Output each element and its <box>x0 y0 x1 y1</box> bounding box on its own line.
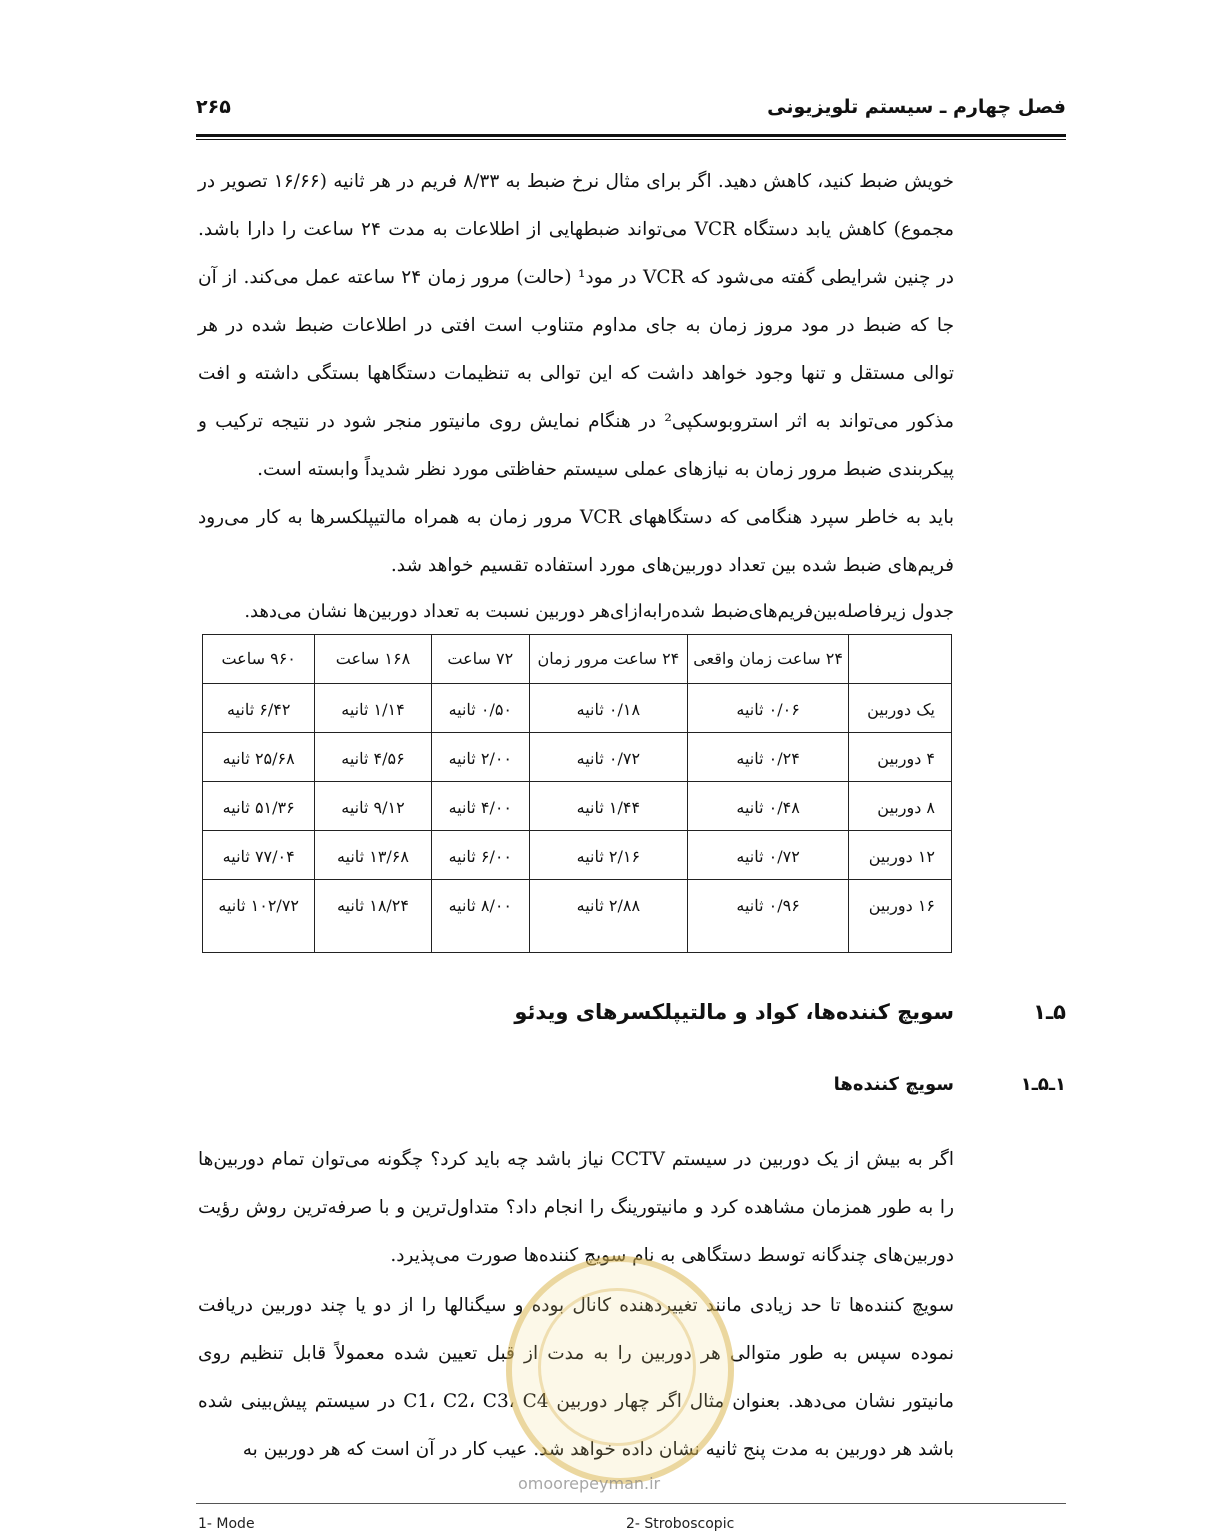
table-cell: ۵۱/۳۶ ثانیه <box>203 782 315 831</box>
table-cell: ۱۸/۲۴ ثانیه <box>315 880 431 953</box>
frame-interval-table <box>202 634 952 953</box>
table-row <box>203 733 952 782</box>
table-cell: ۲۵/۶۸ ثانیه <box>203 733 315 782</box>
table-cell: ۲/۰۰ ثانیه <box>431 733 529 782</box>
footnote-1: 1- Mode <box>198 1516 255 1532</box>
table-cell: ۲/۸۸ ثانیه <box>530 880 688 953</box>
table-cell: ۱۳/۶۸ ثانیه <box>315 831 431 880</box>
table-header-cell: ۲۴ ساعت زمان واقعی <box>687 635 849 684</box>
paragraph-timelapse: خویش ضبط کنید، کاهش دهید. اگر برای مثال نرخ ضبط به ۸/۳۳ فریم در هر ثانیه (۱۶/۶۶ تصویر در مجموع) کاهش یابد دستگاه VCR می‌تواند ضبطهایی از اطلاعات به مدت ۲۴ ساعت را دارا باشد. در چنین شرایطی گفته می‌شود که VCR در مود¹ (حالت) مرور زمان ۲۴ ساعته عمل می‌کند. از آن جا که ضبط در مود مروز زمان به جای مداوم متناوب است افتی در اطلاعات ضبط شده در هر توالی مستقل و تنها وجود خواهد داشت که این توالی به تنظیمات دستگاهها بستگی داشته و افت مذکور می‌تواند به اثر استروبوسکپی² در هنگام نمایش روی مانیتور منجر شود در نتیجه ترکیب و پیکربندی ضبط مرور زمان به نیازهای عملی سیستم حفاظتی مورد نظر شدیداً وابسته است. <box>198 171 955 480</box>
table-cell: ۱/۴۴ ثانیه <box>530 782 688 831</box>
table-row-header: ۸ دوربین <box>849 782 952 831</box>
footnote-rule <box>196 1503 1066 1504</box>
page-number: ۲۶۵ <box>196 96 231 118</box>
subsection-number: ۱ـ۵ـ۱ <box>1020 1074 1066 1095</box>
table-cell: ۰/۷۲ ثانیه <box>687 831 849 880</box>
paragraph-switchers-detail: سویچ کننده‌ها تا حد زیادی مانند تغییردهنده کانال بوده و سیگنالها را از دو یا چند دوربین دریافت نموده سپس به طور متوالی هر دوربین را به مدت از قبل تعیین شده معمولاً قابل تنظیم روی مانیتور نشان می‌دهد. بعنوان مثال اگر چهار دوربین C1، C2، C3، C4 در سیستم پیش‌بینی شده باشد هر دوربین به مدت پنج ثانیه نشان داده خواهد شد. عیب کار در آن است که هر دوربین به <box>198 1295 954 1460</box>
table-row <box>203 684 952 733</box>
table-cell: ۰/۱۸ ثانیه <box>530 684 688 733</box>
table-header-row <box>203 635 952 684</box>
table-cell: ۰/۲۴ ثانیه <box>687 733 849 782</box>
table-cell: ۰/۵۰ ثانیه <box>431 684 529 733</box>
paragraph-switchers-intro: اگر به بیش از یک دوربین در سیستم CCTV نیاز باشد چه باید کرد؟ چگونه می‌توان تمام دوربین‌ها را به طور همزمان مشاهده کرد و مانیتورینگ را انجام داد؟ متداول‌ترین و با صرفه‌ترین روش رؤیت دوربین‌های چندگانه توسط دستگاهی به نام سویچ کننده‌ها صورت می‌پذیرد. <box>198 1149 954 1266</box>
table-cell: ۱۰۲/۷۲ ثانیه <box>203 880 315 953</box>
table-cell: ۴/۰۰ ثانیه <box>431 782 529 831</box>
page-header <box>196 96 1066 128</box>
table-cell: ۱/۱۴ ثانیه <box>315 684 431 733</box>
watermark-site: omoorepeyman.ir <box>518 1474 661 1493</box>
table-row <box>203 880 952 953</box>
table-cell: ۶/۰۰ ثانیه <box>431 831 529 880</box>
paragraph-multiplexer: باید به خاطر سپرد هنگامی که دستگاههای VCR مرور زمان به همراه مالتیپلکسرها به کار می‌رود فریم‌های ضبط شده بین تعداد دوربین‌های مورد استفاده تقسیم خواهد شد. <box>198 507 954 576</box>
table-cell: ۴/۵۶ ثانیه <box>315 733 431 782</box>
table-row <box>203 831 952 880</box>
table-cell: ۷۷/۰۴ ثانیه <box>203 831 315 880</box>
table-cell: ۰/۷۲ ثانیه <box>530 733 688 782</box>
table-header-cell: ۹۶۰ ساعت <box>203 635 315 684</box>
table-cell: ۰/۴۸ ثانیه <box>687 782 849 831</box>
table-row-header: ۱۶ دوربین <box>849 880 952 953</box>
table-header-cell: ۷۲ ساعت <box>431 635 529 684</box>
chapter-title: فصل چهارم ـ سیستم تلویزیونی <box>767 96 1066 118</box>
table-cell: ۲/۱۶ ثانیه <box>530 831 688 880</box>
subsection-title: سویچ کننده‌ها <box>833 1074 954 1095</box>
table-row-header: ۴ دوربین <box>849 733 952 782</box>
section-title: سویچ کننده‌ها، کواد و مالتیپلکسرهای ویدئو <box>514 1000 954 1024</box>
footnote-2: 2- Stroboscopic <box>626 1516 735 1532</box>
header-rule-thin <box>196 139 1066 140</box>
watermark-seal <box>506 1256 734 1484</box>
table-row <box>203 782 952 831</box>
section-number: ۵ـ۱ <box>1033 1000 1066 1024</box>
table-cell: ۰/۹۶ ثانیه <box>687 880 849 953</box>
table-row-header: ۱۲ دوربین <box>849 831 952 880</box>
table-header-cell <box>849 635 952 684</box>
table-caption: جدول زیرفاصله‌بین‌فریم‌های‌ضبط شده‌رابه‌ازای‌هر دوربین نسبت به تعداد دوربین‌ها نشان می‌دهد. <box>244 601 954 622</box>
table-cell: ۰/۰۶ ثانیه <box>687 684 849 733</box>
table-cell: ۹/۱۲ ثانیه <box>315 782 431 831</box>
table-header-cell: ۱۶۸ ساعت <box>315 635 431 684</box>
table-row-header: یک دوربین <box>849 684 952 733</box>
table-cell: ۸/۰۰ ثانیه <box>431 880 529 953</box>
table-cell: ۶/۴۲ ثانیه <box>203 684 315 733</box>
header-rule-thick <box>196 134 1066 137</box>
table-header-cell: ۲۴ ساعت مرور زمان <box>530 635 688 684</box>
